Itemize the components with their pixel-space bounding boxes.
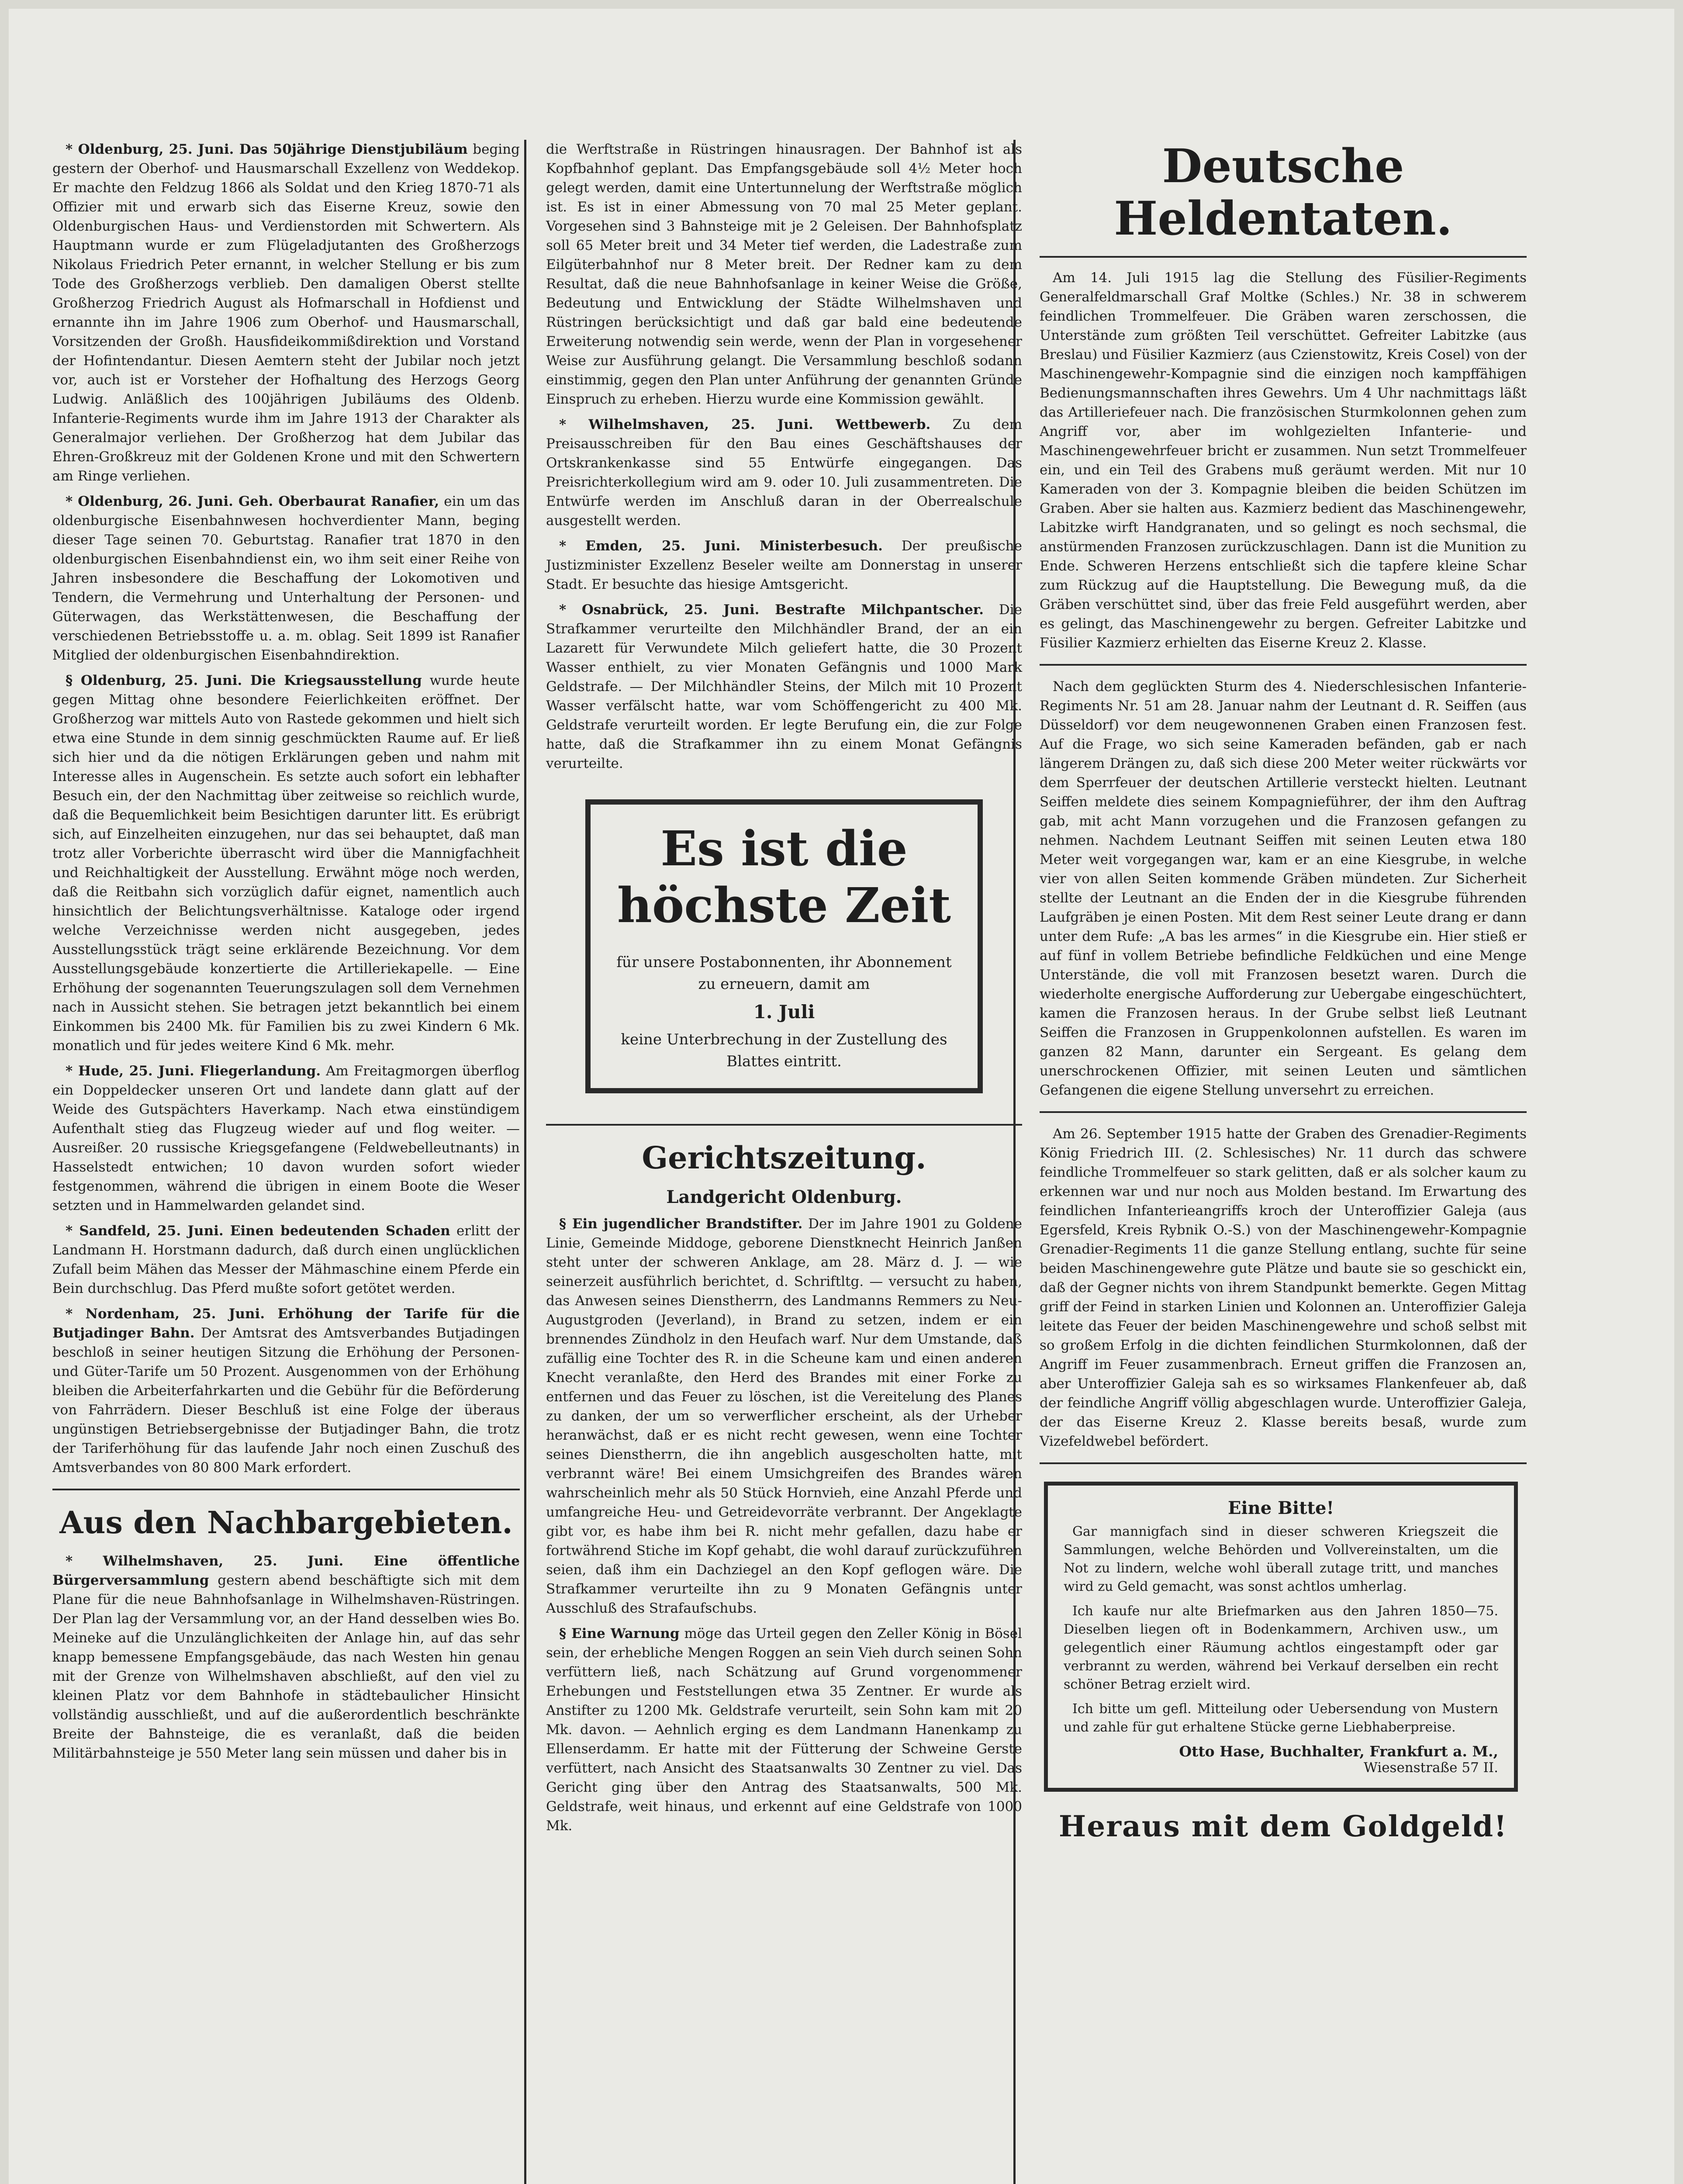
subscription-notice — [585, 799, 983, 1093]
article-lead: * Nordenham, 25. Juni. Erhöhung der Tarife für die Butjadinger Bahn. — [52, 1306, 520, 1341]
article-lead: * Oldenburg, 25. Juni. Das 50jährige Dienstjubiläum — [66, 142, 468, 157]
ad-address: Wiesenstraße 57 II. — [1363, 1760, 1498, 1776]
article — [52, 140, 520, 1477]
article-lead: * Oldenburg, 26. Juni. Geh. Oberbaurat Ranafier, — [66, 494, 439, 509]
ad-paragraph: Ich kaufe nur alte Briefmarken aus den Jahren 1850—75. Dieselben liegen oft in Bodenkammern, Archiven usw., um gelegentlich einer Räumung achtlos eingestampft oder gar verbrannt zu werden, während bei Verkauf derselben ein recht schöner Betrag erzielt wird. — [1064, 1603, 1498, 1692]
article-text: ein um das oldenburgische Eisenbahnwesen hochverdienter Mann, beging dieser Tage seinen 70. Geburtstag. Ranafier trat 1870 in den oldenburgischen Eisenbahndienst ein, wo ihm seit einer Reihe von Jahren insbesondere die Beschaffung der Lokomotiven und Tendern, die Vermehrung und Unterhaltung der Personen- und Güterwagen, das Werkstättenwesen, die Beschaffung der verschiedenen Betriebsstoffe u. a. m. oblag. Seit 1899 ist Ranafier Mitglied der oldenburgischen Eisenbahndirektion. — [52, 494, 520, 663]
section-divider — [1040, 1111, 1527, 1113]
article-lead: § Oldenburg, 25. Juni. Die Kriegsausstellung — [66, 673, 422, 688]
column-middle — [546, 140, 1022, 1842]
section-heading: Aus den Nachbargebieten. — [59, 1504, 513, 1541]
article-lead: * Emden, 25. Juni. Ministerbesuch. — [559, 538, 883, 554]
article-lead: § Eine Warnung — [559, 1626, 680, 1641]
section-divider — [1040, 256, 1527, 258]
section-divider — [1040, 664, 1527, 666]
ad-paragraph: Ich bitte um gefl. Mitteilung oder Uebersendung von Mustern und zahle für gut erhaltene Stücke gerne Liebhaberpreise. — [1064, 1701, 1498, 1735]
article-text: Der Amtsrat des Amtsverbandes Butjadingen beschloß in seiner heutigen Sitzung die Erhöhung der Personen- und Güter-Tarife um 50 Prozent. Ausgenommen von der Erhöhung bleiben die Arbeiterfahrkarten und die Gebühr für die Beförderung von Fahrrädern. Dieser Beschluß ist eine Folge der überaus ungünstigen Betriebsergebnisse der Butjadinger Bahn, die trotz der Tariferhöhung für das laufende Jahr noch einen Zuschuß des Amtsverbandes von 80 800 Mark erfordert. — [52, 1325, 520, 1476]
article-text: Die Strafkammer verurteilte den Milchhändler Brand, der an ein Lazarett für Verwundete Milch geliefert hatte, die 30 Prozent Wasser enthielt, zu vier Monaten Gefängnis und 1000 Mark Geldstrafe. — Der Milchhändler Steins, der Milch mit 10 Prozent Wasser verfälscht hatte, war vom Schöffengericht zu 400 Mk. Geldstrafe verurteilt worden. Er legte Berufung ein, die zur Folge hatte, daß die Strafkammer ihn zu einem Monat Gefängnis verurteilte. — [546, 602, 1022, 771]
section-divider — [52, 1489, 520, 1490]
article-text: Nach dem geglückten Sturm des 4. Niederschlesischen Infanterie-Regiments Nr. 51 am 28. Januar nahm der Leutnant d. R. Seiffen (aus Düsseldorf) vor dem neugewonnenen Graben einen Franzosen fest. Auf die Frage, wo sich seine Kameraden befänden, gab er nach längerem Drängen zu, daß sich diese 200 Meter weiter rückwärts vor dem Sperrfeuer der deutschen Artillerie versteckt hielten. Leutnant Seiffen meldete dies seinem Kompagnieführer, der ihm den Auftrag gab, mit acht Mann vorzugehen und die Franzosen gefangen zu nehmen. Nachdem Leutnant Seiffen mit seinen Leuten etwa 180 Meter weit vorgegangen war, kam er an eine Kiesgrube, in welche vier von allen Seiten kommende Gräben mündeten. Zur Sicherheit stellte der Leutnant an die Enden der in die Kiesgrube führenden Laufgräben je einen Posten. Mit dem Rest seiner Leute drang er dann unter dem Rufe: „A bas les armes“ in die Kiesgrube ein. Hier stieß er auf fünf in vollem Betriebe befindliche Feldküchen und eine Menge Unterstände, die voll mit Franzosen besetzt waren. Durch die wiederholte energische Aufforderung zur Uebergabe eingeschüchtert, kamen die Franzosen heraus. In der Grube selbst ließ Leutnant Seiffen die Franzosen in Gruppenkolonnen aufstellen. Es waren im ganzen 82 Mann, darunter ein Sergeant. Es gelang dem unerschrockenen Offizier, mit seinen Leuten und sämtlichen Gefangenen die eigene Stellung unversehrt zu erreichen. — [1040, 679, 1527, 1098]
article-lead: * Wilhelmshaven, 25. Juni. Wettbewerb. — [559, 417, 931, 432]
article-lead: § Ein jugendlicher Brandstifter. — [559, 1216, 803, 1232]
article-text: erlitt der Landmann H. Horstmann dadurch, daß durch einen unglücklichen Zufall beim Mähen das Messer der Mähmaschine einem Pferde ein Bein durchschlug. Das Pferd mußte sofort getötet werden. — [52, 1223, 520, 1296]
notice-title: Es ist die höchste Zeit — [617, 820, 951, 933]
column-rule — [524, 140, 526, 2184]
column-right — [1022, 140, 1527, 1843]
article-text: wurde heute gegen Mittag ohne besondere Feierlichkeiten eröffnet. Der Großherzog war mittels Auto von Rastede gekommen und hielt sich etwa eine Stunde in dem sinnig geschmückten Raume auf. Er ließ sich hier und da die nötigen Erklärungen geben und nahm mit Interesse alles in Augenschein. Es setzte auch sofort ein lebhafter Besuch ein, der den Nachmittag über zeitweise so reichlich wurde, daß die Bequemlichkeit beim Besichtigen darunter litt. Es erübrigt sich, auf Einzelheiten einzugehen, nur das sei behauptet, daß man trotz aller Vorberichte überrascht wird über die Mannigfachheit und Reichhaltigkeit der Ausstellung. Erwähnt möge noch werden, daß die Reitbahn sich vorzüglich dafür eignet, namentlich auch hinsichtlich der Belichtungsverhältnisse. Kataloge oder irgend welche Verzeichnisse werden nicht ausgegeben, jedes Ausstellungsstück trägt seine erklärende Bezeichnung. Vor dem Ausstellungsgebäude konzertierte die Artilleriekapelle. — Eine Erhöhung der sogenannten Teuerungszulagen soll dem Vernehmen nach in Aussicht stehen. Sie betragen jetzt bekanntlich bei einem Einkommen bis 2400 Mk. für Familien bis zu zwei Kindern 6 Mk. monatlich und für jedes weitere Kind 6 Mk. mehr. — [52, 673, 520, 1054]
gold-slogan: Heraus mit dem Goldgeld! — [1058, 1809, 1508, 1843]
article-lead: * Hude, 25. Juni. Fliegerlandung. — [66, 1063, 321, 1079]
section-divider — [1040, 1462, 1527, 1464]
article-text: gestern abend beschäftigte sich mit dem Plane für die neue Bahnhofsanlage in Wilhelmshaven-Rüstringen. Der Plan lag der Versammlung vor, an der Hand desselben wies Bo. Meineke auf die Unzulänglichkeiten der Anlage hin, auf das sehr knapp bemessene Empfangsgebäude, das nach Westen hin genau mit der Grenze von Wilhelmshaven abschließt, auf den viel zu kleinen Platz vor dem Bahnhofe in städtebaulicher Hinsicht vollständig ausschließt, und auf die außerordentlich beschränkte Breite der Bahnsteige, die es veranlaßt, daß die beiden Militärbahnsteige je 550 Meter lang sein müssen und daher bis in — [52, 1572, 520, 1761]
notice-body: für unsere Postabonnenten, ihr Abonnement zu erneuern, damit am — [616, 954, 952, 993]
section-subheading: Landgericht Oldenburg. — [666, 1187, 902, 1207]
article-lead: * Wilhelmshaven, 25. Juni. Eine öffentliche Bürgerversammlung — [52, 1553, 520, 1588]
article-text: beging gestern der Oberhof- und Hausmarschall Exzellenz von Weddekop. Er machte den Feldzug 1866 als Soldat und den Krieg 1870-71 als Offizier mit und erwarb sich das Eiserne Kreuz, sowie den Oldenburgischen Haus- und Verdienstorden mit Schwertern. Als Hauptmann wurde er zum Flügeladjutanten des Großherzogs Nikolaus Friedrich Peter ernannt, in welcher Stellung er bis zum Tode des Großherzogs verblieb. Den damaligen Oberst stellte Großherzog Friedrich August als Hofmarschall in Hofdienst und ernannte ihn im Jahre 1906 zum Oberhof- und Hausmarschall, Vorsitzenden der Großh. Hausfideikommißdirektion und Vorstand der Hofintendantur. Diesen Aemtern steht der Jubilar noch jetzt vor, auch ist er Vorsteher der Hofhaltung des Herzogs Georg Ludwig. Anläßlich des 100jährigen Jubiläums des Oldenb. Infanterie-Regiments wurde ihm im Jahre 1913 der Charakter als Generalmajor verliehen. Der Großherzog hat dem Jubilar das Ehren-Großkreuz mit der Goldenen Krone und mit den Schwertern am Ringe verliehen. — [52, 142, 520, 484]
newspaper-page — [9, 9, 1674, 2184]
article-text: Am 26. September 1915 hatte der Graben des Grenadier-Regiments König Friedrich III. (2. Schlesisches) Nr. 11 durch das schwere feindliche Trommelfeuer so stark gelitten, daß er als solcher kaum zu erkennen war und nur noch aus Molden bestand. Im Erwartung des feindlichen Infanterieangriffs kroch der Unteroffizier Galeja (aus Egersfeld, Kreis Rybnik O.-S.) von der Maschinengewehr-Kompagnie Grenadier-Regiments 11 die ganze Stellung entlang, suchte für seine beiden Maschinengewehre gute Plätze und baute sie so geschickt ein, daß der Gegner nichts von ihrem Standpunkt bemerkte. Gegen Mittag griff der Feind in starken Linien und Kolonnen an. Unteroffizier Galeja leitete das Feuer der beiden Maschinengewehre und schoß selbst mit so großem Erfolg in die dichten feindlichen Sturmkolonnen, daß der Angriff im Feuer zusammenbrach. Erneut griffen die Franzosen an, aber Unteroffizier Galeja sah es so wirksames Flankenfeuer ab, daß der feindliche Angriff völlig abgeschlagen wurde. Unteroffizier Galeja, der das Eiserne Kreuz 2. Klasse bereits besaß, wurde zum Vizefeldwebel befördert. — [1040, 1126, 1527, 1449]
column-left — [52, 140, 520, 1769]
article-text: Der im Jahre 1901 zu Goldene Linie, Gemeinde Middoge, geborene Dienstknecht Heinrich Janßen steht unter der schweren Anklage, am 28. März d. J. — wie seinerzeit ausführlich berichtet, d. Schriftltg. — versucht zu haben, das Anwesen seines Dienstherrn, des Landmanns Remmers zu Neu-Augustgroden (Jeverland), in Brand zu setzen, indem er ein brennendes Zündholz in den Heufach warf. Nur dem Umstande, daß zufällig eine Tochter des R. in die Scheune kam und einen anderen Knecht veranlaßte, den Herd des Brandes mit einer Forke zu entfernen und das Feuer zu löschen, ist die Vereitelung des Planes zu danken, der um so verwerflicher erscheint, als der Urheber heranwächst, daß er es nicht recht gewesen, wenn eine Tochter seines Dienstherrn, die ihn angeblich ausgescholten hatte, mit verbrannt wäre! Bei einem Umsichgreifen des Brandes wären wahrscheinlich mehr als 50 Stück Hornvieh, eine Anzahl Pferde und umfangreiche Heu- und Getreidevorräte verbrannt. Der Angeklagte gibt vor, es habe ihm bei R. nicht mehr gefallen, dazu habe er fortwährend Stiche im Kopf gehabt, die wohl darauf zurückzuführen seien, daß ihm ein Dachziegel an den Kopf geflogen wäre. Die Strafkammer verurteilte ihn zu 9 Monaten Gefängnis unter Ausschluß des Strafaufschubs. — [546, 1216, 1022, 1616]
notice-date: 1. Juli — [753, 1001, 815, 1023]
ad-paragraph: Gar mannigfach sind in dieser schweren Kriegszeit die Sammlungen, welche Behörden und Vollvereinstalten, um die Not zu lindern, welche wohl überall zutage tritt, und manches wird zu Geld gemacht, was sonst achtlos umherlag. — [1064, 1524, 1498, 1594]
article-text: Am Freitagmorgen überflog ein Doppeldecker unseren Ort und landete dann glatt auf der Weide des Gutspächters Haverkamp. Nach etwa einstündigem Aufenthalt stieg das Flugzeug wieder auf und flog weiter. — Ausreißer. 20 russische Kriegsgefangene (Feldwebelleutnants) in Hasselstedt entwichen; 10 davon wurden sofort wieder festgenommen, während die übrigen in einem Boote die Weser setzten und in Hammelwarden gelandet sind. — [52, 1063, 520, 1213]
section-heading: Gerichtszeitung. — [642, 1140, 926, 1176]
article-lead: * Osnabrück, 25. Juni. Bestrafte Milchpantscher. — [559, 602, 984, 618]
stamp-collector-ad — [1044, 1482, 1518, 1792]
section-divider — [546, 1124, 1022, 1126]
article-lead: * Sandfeld, 25. Juni. Einen bedeutenden Schaden — [66, 1223, 450, 1239]
article-text: die Werftstraße in Rüstringen hinausragen. Der Bahnhof ist als Kopfbahnhof geplant. Das Empfangsgebäude soll 4½ Meter hoch gelegt werden, damit eine Untertunnelung der Werftstraße möglich ist. Es ist in einer Abmessung von 70 mal 25 Meter geplant. Vorgesehen sind 3 Bahnsteige mit je 2 Geleisen. Der Bahnhofsplatz soll 65 Meter breit und 34 Meter tief werden, die Ladestraße zum Eilgüterbahnhof nur 8 Meter breit. Der Redner kam zu dem Resultat, daß die neue Bahnhofsanlage in keiner Weise die Größe, Bedeutung und Entwicklung der Städte Wilhelmshaven und Rüstringen berücksichtigt und daß gar bald eine bedeutende Erweiterung notwendig sein werde, wenn der Plan in vorgesehener Weise zur Ausführung gelangt. Die Versammlung beschloß sodann einstimmig, gegen den Plan unter Anführung der genannten Gründe Einspruch zu erheben. Hierzu wurde eine Kommission gewählt. — [546, 142, 1022, 407]
ad-title: Eine Bitte! — [1227, 1498, 1334, 1518]
article-text: Zu dem Preisausschreiben für den Bau eines Geschäftshauses der Ortskrankenkasse sind 55 Entwürfe eingegangen. Das Preisrichterkollegium wird am 9. oder 10. Juli zusammentreten. Die Entwürfe werden im Anschluß daran in der Oberrealschule ausgestellt werden. — [546, 417, 1022, 529]
article-text: möge das Urteil gegen den Zeller König in Bösel sein, der erhebliche Mengen Roggen an sein Vieh durch seinen Sohn verfüttern ließ, nach Schätzung auf Grund vorgenommener Erhebungen und Feststellungen etwa 35 Zentner. Er wurde als Anstifter zu 1200 Mk. Geldstrafe verurteilt, sein Sohn kam mit 20 Mk. davon. — Aehnlich erging es dem Landmann Hanenkamp zu Ellenserdamm. Er hatte mit der Fütterung der Schweine Gerste verfüttert, nach Ansicht des Staatsanwalts 30 Zentner zu viel. Das Gericht ging über den Antrag des Staatsanwalts, 500 Mk. Geldstrafe, weit hinaus, und erkennt auf eine Geldstrafe von 1000 Mk. — [546, 1626, 1022, 1834]
article-text: Der preußische Justizminister Exzellenz Beseler weilte am Donnerstag in unserer Stadt. Er besuchte das hiesige Amtsgericht. — [546, 538, 1022, 592]
article-text: Am 14. Juli 1915 lag die Stellung des Füsilier-Regiments Generalfeldmarschall Graf Moltke (Schles.) Nr. 38 in schwerem feindlichen Trommelfeuer. Die Gräben waren zerschossen, die Unterstände zum größten Teil verschüttet. Gefreiter Labitzke (aus Breslau) und Füsilier Kazmierz (aus Czienstowitz, Kreis Cosel) von der Maschinengewehr-Kompagnie sind die einzigen noch kampffähigen Bedienungsmannschaften ihres Gewehrs. Um 4 Uhr nachmittags läßt das Artilleriefeuer nach. Die französischen Sturmkolonnen gehen zum Angriff vor, aber im wohlgezielten Infanterie- und Maschinengewehrfeuer bricht er zusammen. Nun setzt Trommelfeuer ein, und ein Teil des Grabens muß geräumt werden. Mit nur 10 Kameraden von der 3. Kompagnie bleiben die beiden Schützen im Graben. Aber sie halten aus. Kazmierz bedient das Maschinengewehr, Labitzke wirft Handgranaten, und so gelingt es noch sechsmal, die anstürmenden Franzosen zurückzuschlagen. Dann ist die Munition zu Ende. Schweren Herzens entschließt sich die tapfere kleine Schar zum Rückzug auf die Hauptstellung. Die Bewegung muß, da die Gräben verschüttet sind, über das freie Feld ausgeführt werden, aber es gelingt, das Maschinengewehr zu bergen. Gefreiter Labitzke und Füsilier Kazmierz erhielten das Eiserne Kreuz 2. Klasse. — [1040, 270, 1527, 651]
section-heading: Deutsche Heldentaten. — [1114, 138, 1452, 245]
ad-signature: Otto Hase, Buchhalter, Frankfurt a. M., — [1179, 1743, 1498, 1760]
notice-tail: keine Unterbrechung in der Zustellung des Blattes eintritt. — [621, 1031, 947, 1070]
